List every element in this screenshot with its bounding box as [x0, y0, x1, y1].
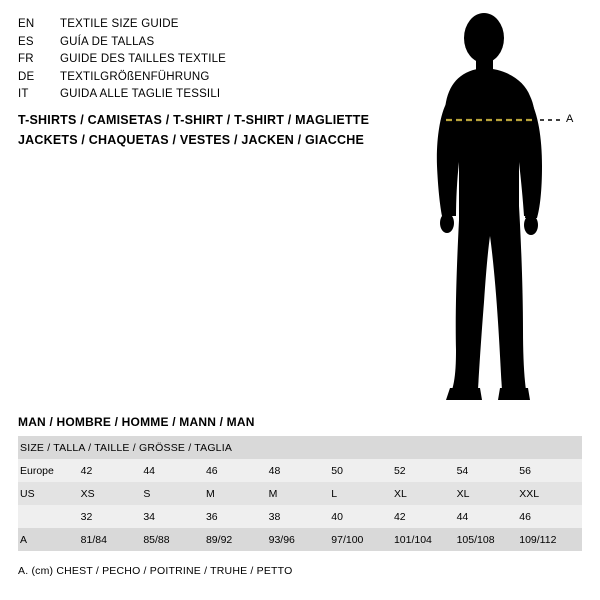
table-cell: XXL — [519, 482, 582, 505]
table-cell: 97/100 — [331, 528, 394, 551]
language-row — [18, 86, 358, 104]
table-cell: 105/108 — [457, 528, 520, 551]
language-list — [18, 16, 358, 104]
table-cell: XL — [457, 482, 520, 505]
language-text: GUIDA ALLE TAGLIE TESSILI — [60, 88, 221, 100]
body-figure — [400, 10, 600, 410]
table-cell: L — [331, 482, 394, 505]
row-label: US — [18, 482, 81, 505]
language-row — [18, 51, 358, 69]
table-cell: 93/96 — [269, 528, 332, 551]
language-code: ES — [18, 35, 34, 48]
table-cell: 34 — [143, 505, 206, 528]
table-row — [18, 459, 582, 482]
table-cell: 44 — [457, 505, 520, 528]
table-row — [18, 505, 582, 528]
language-row — [18, 16, 358, 34]
language-text: TEXTILE SIZE GUIDE — [60, 18, 179, 30]
table-cell: 42 — [394, 505, 457, 528]
table-header-label: SIZE / TALLA / TAILLE / GRÖSSE / TAGLIA — [18, 436, 582, 459]
table-cell: 101/104 — [394, 528, 457, 551]
male-silhouette-icon — [400, 10, 600, 410]
table-cell: 38 — [269, 505, 332, 528]
table-cell: 42 — [81, 459, 144, 482]
table-cell: S — [143, 482, 206, 505]
language-code: DE — [18, 70, 35, 83]
table-cell: 36 — [206, 505, 269, 528]
row-label: Europe — [18, 459, 81, 482]
table-row — [18, 528, 582, 551]
language-row — [18, 69, 358, 87]
table-cell: XS — [81, 482, 144, 505]
table-cell: 40 — [331, 505, 394, 528]
language-text: TEXTILGRÖßENFÜHRUNG — [60, 70, 210, 83]
measure-label-a: A — [566, 113, 574, 125]
measurement-note: A. (cm) CHEST / PECHO / POITRINE / TRUHE / PETTO — [18, 565, 293, 577]
garment-line-jackets: JACKETS / CHAQUETAS / VESTES / JACKEN / GIACCHE — [18, 133, 365, 147]
table-cell: 44 — [143, 459, 206, 482]
language-code: FR — [18, 53, 34, 65]
table-cell: 54 — [457, 459, 520, 482]
size-table-section — [18, 415, 582, 577]
table-cell: M — [206, 482, 269, 505]
table-cell: 48 — [269, 459, 332, 482]
table-cell: 89/92 — [206, 528, 269, 551]
language-text: GUÍA DE TALLAS — [60, 35, 155, 48]
table-cell: 109/112 — [519, 528, 582, 551]
table-cell: 32 — [81, 505, 144, 528]
table-cell: M — [269, 482, 332, 505]
table-cell: 52 — [394, 459, 457, 482]
garment-line-tshirts: T-SHIRTS / CAMISETAS / T-SHIRT / T-SHIRT / MAGLIETTE — [18, 113, 370, 127]
table-cell: 56 — [519, 459, 582, 482]
table-row — [18, 482, 582, 505]
garment-type-headings — [18, 110, 378, 150]
table-cell: 46 — [206, 459, 269, 482]
table-cell: XL — [394, 482, 457, 505]
language-code: EN — [18, 18, 35, 30]
table-cell: 85/88 — [143, 528, 206, 551]
language-row — [18, 34, 358, 52]
table-cell: 46 — [519, 505, 582, 528]
row-label: A — [18, 528, 81, 551]
table-cell: 50 — [331, 459, 394, 482]
table-title-man: MAN / HOMBRE / HOMME / MANN / MAN — [18, 415, 255, 429]
table-cell: 81/84 — [81, 528, 144, 551]
row-label — [18, 505, 81, 528]
language-text: GUIDE DES TAILLES TEXTILE — [60, 53, 227, 65]
size-table — [18, 436, 582, 551]
language-code: IT — [18, 88, 29, 100]
table-header-row — [18, 436, 582, 459]
